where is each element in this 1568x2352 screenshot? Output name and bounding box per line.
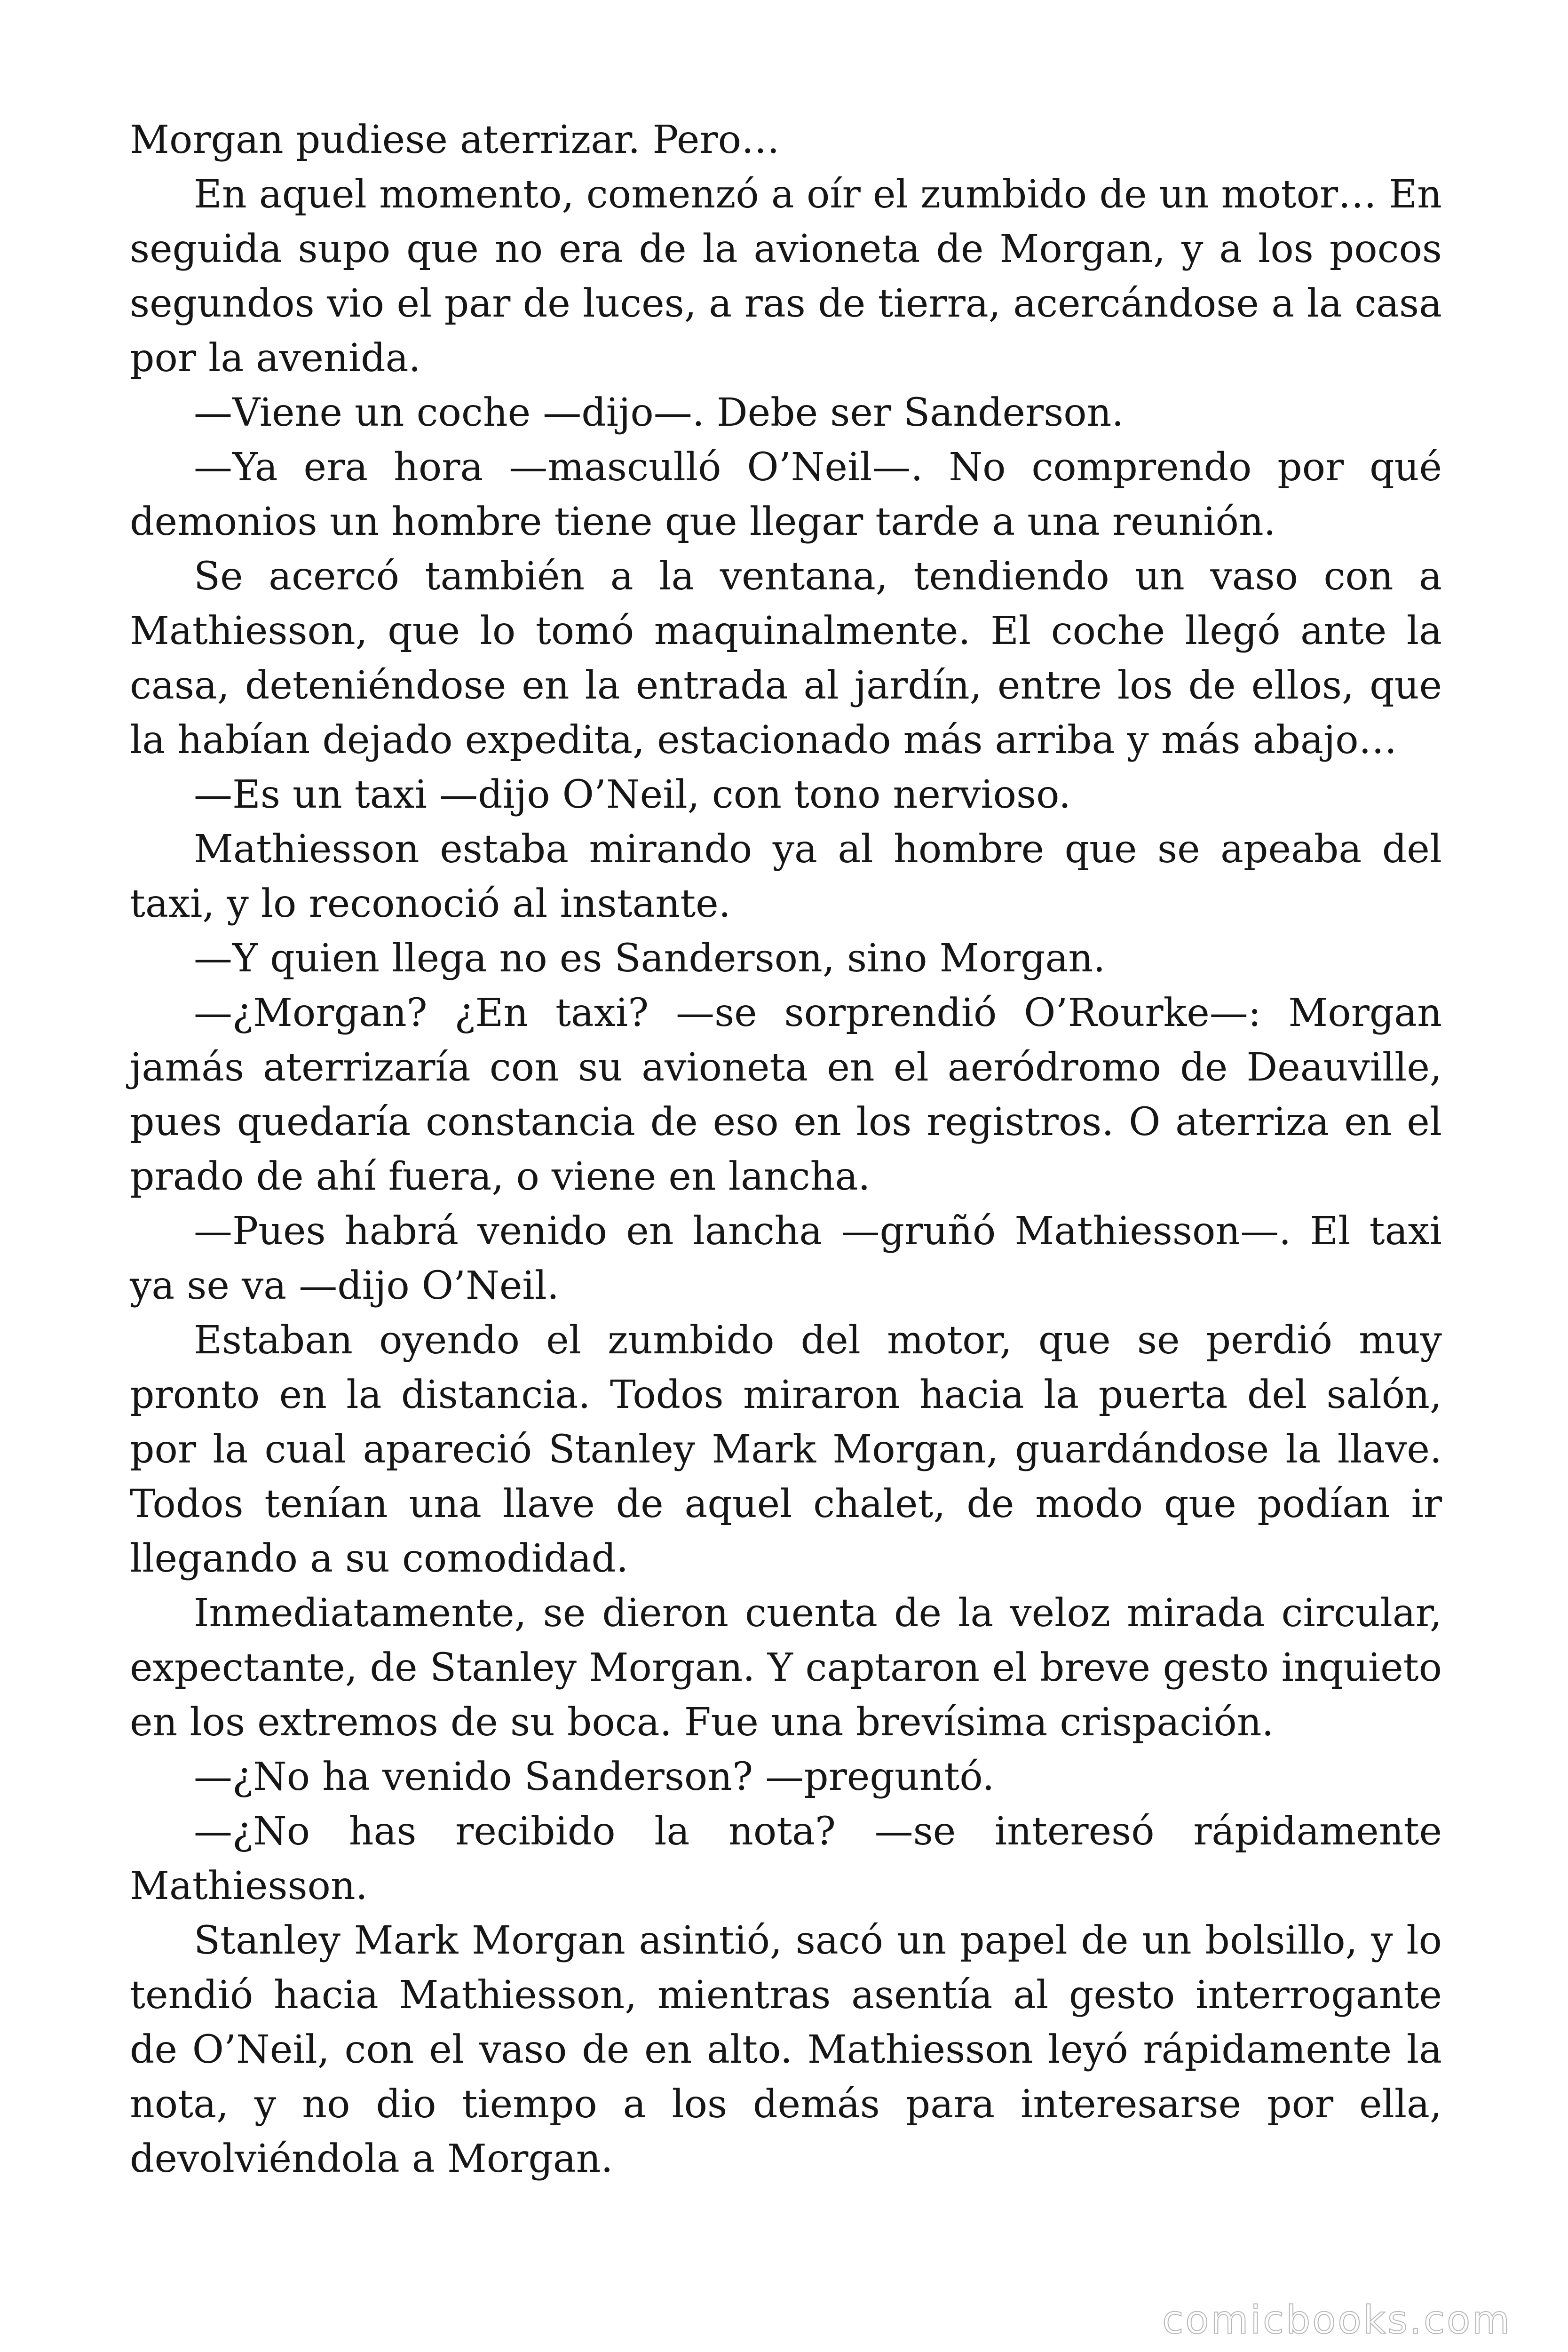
paragraph: Mathiesson estaba mirando ya al hombre que se apeaba del taxi, y lo reconoció al instante. bbox=[130, 827, 1442, 926]
paragraph: —Es un taxi —dijo O’Neil, con tono nervioso. bbox=[194, 772, 1071, 817]
paragraph: Inmediatamente, se dieron cuenta de la veloz mirada circular, expectante, de Stanley Morgan. Y captaron el breve gesto inquieto en los extremos de su boca. Fue una brevísima crispación. bbox=[130, 1591, 1442, 1745]
paragraph: En aquel momento, comenzó a oír el zumbido de un motor… En seguida supo que no era de la avioneta de Morgan, y a los pocos segundos vio el par de luces, a ras de tierra, acercándose a la casa por la avenida. bbox=[130, 172, 1442, 381]
paragraph: Se acercó también a la ventana, tendiendo un vaso con a Mathiesson, que lo tomó maquinalmente. El coche llegó ante la casa, deteniéndose en la entrada al jardín, entre los de ellos, que la habían dejado expedita, estacionado más arriba y más abajo… bbox=[130, 554, 1442, 763]
book-page-body bbox=[130, 113, 1442, 2186]
paragraph: Estaban oyendo el zumbido del motor, que se perdió muy pronto en la distancia. Todos miraron hacia la puerta del salón, por la cual apareció Stanley Mark Morgan, guardándose la llave. Todos tenían una llave de aquel chalet, de modo que podían ir llegando a su comodidad. bbox=[130, 1318, 1442, 1581]
paragraph: Morgan pudiese aterrizar. Pero… bbox=[130, 118, 780, 162]
paragraph: —Pues habrá venido en lancha —gruñó Mathiesson—. El taxi ya se va —dijo O’Neil. bbox=[130, 1209, 1442, 1308]
paragraph: —Viene un coche —dijo—. Debe ser Sanderson. bbox=[194, 390, 1124, 435]
paragraph: —¿No ha venido Sanderson? —preguntó. bbox=[194, 1755, 995, 1799]
paragraph: —Y quien llega no es Sanderson, sino Morgan. bbox=[194, 936, 1106, 981]
paragraph: Stanley Mark Morgan asintió, sacó un papel de un bolsillo, y lo tendió hacia Mathiesson, mientras asentía al gesto interrogante de O’Neil, con el vaso de en alto. Mathiesson leyó rápidamente la nota, y no dio tiempo a los demás para interesarse por ella, devolviéndola a Morgan. bbox=[130, 1918, 1442, 2181]
paragraph: —¿Morgan? ¿En taxi? —se sorprendió O’Rourke—: Morgan jamás aterrizaría con su avioneta en el aeródromo de Deauville, pues quedaría constancia de eso en los registros. O aterriza en el prado de ahí fuera, o viene en lancha. bbox=[130, 991, 1442, 1199]
paragraph: —Ya era hora —masculló O’Neil—. No comprendo por qué demonios un hombre tiene que llegar tarde a una reunión. bbox=[130, 445, 1442, 544]
watermark: comicbooks.com bbox=[1162, 2298, 1512, 2343]
paragraph: —¿No has recibido la nota? —se interesó rápidamente Mathiesson. bbox=[130, 1809, 1442, 1908]
